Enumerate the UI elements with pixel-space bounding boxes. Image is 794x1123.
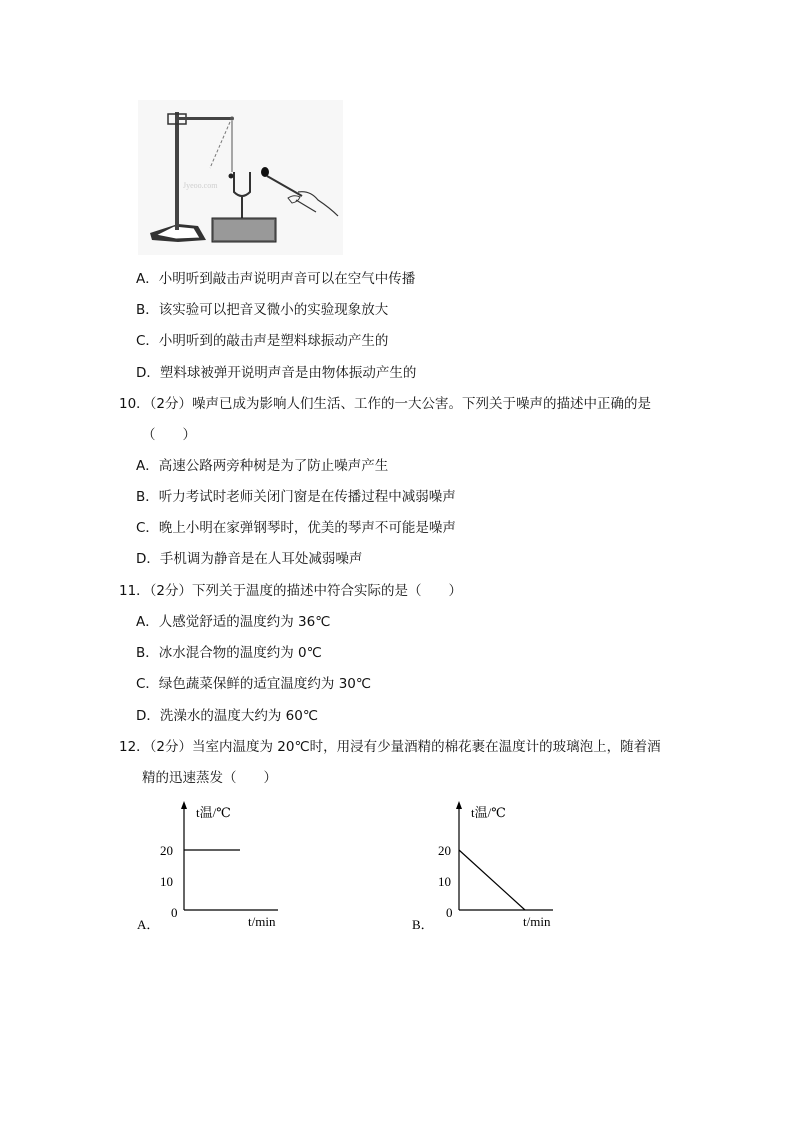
q12-stem: 12．（2分）当室内温度为 20℃时，用浸有少量酒精的棉花裹在温度计的玻璃泡上，随着酒 xyxy=(119,739,661,755)
q11-option-d: D．洗澡水的温度大约为 60℃ xyxy=(136,708,319,724)
q11-stem: 11．（2分）下列关于温度的描述中符合实际的是（ ） xyxy=(119,583,463,599)
tick-label-20: 20 xyxy=(160,843,173,858)
q10-option-d: D．手机调为静音是在人耳处减弱噪声 xyxy=(136,551,363,567)
q11-option-b: B．冰水混合物的温度约为 0℃ xyxy=(136,645,322,661)
q9-option-d: D．塑料球被弹开说明声音是由物体振动产生的 xyxy=(136,365,417,381)
tick-label-0: 0 xyxy=(171,905,178,920)
option-label-b: B． xyxy=(412,917,434,932)
y-axis-label: t温/℃ xyxy=(471,805,506,820)
q12-stem-cont: 精的迅速蒸发（ ） xyxy=(142,770,277,786)
q10-option-a: A．高速公路两旁种树是为了防止噪声产生 xyxy=(136,458,389,474)
y-axis-label: t温/℃ xyxy=(196,805,231,820)
y-axis-arrow-icon xyxy=(456,801,462,809)
q12-graph-a xyxy=(130,798,290,938)
watermark-text: Jyeoo.com xyxy=(183,181,218,190)
tick-label-10: 10 xyxy=(160,874,173,889)
q9-option-a: A．小明听到敲击声说明声音可以在空气中传播 xyxy=(136,271,416,287)
option-label-a: A． xyxy=(137,917,160,932)
q10-option-c: C．晚上小明在家弹钢琴时，优美的琴声不可能是噪声 xyxy=(136,520,456,536)
q9-option-c: C．小明听到的敲击声是塑料球振动产生的 xyxy=(136,333,389,349)
x-axis-label: t/min xyxy=(248,914,276,929)
q12-graph-b xyxy=(405,798,565,938)
tuning-fork-apparatus-figure xyxy=(138,100,343,255)
tick-label-10: 10 xyxy=(438,874,451,889)
q10-stem-cont: （ ） xyxy=(142,427,196,443)
q10-stem: 10．（2分）噪声已成为影响人们生活、工作的一大公害。下列关于噪声的描述中正确的是 xyxy=(119,396,652,412)
x-axis-label: t/min xyxy=(523,914,551,929)
q11-option-c: C．绿色蔬菜保鲜的适宜温度约为 30℃ xyxy=(136,676,372,692)
tick-label-20: 20 xyxy=(438,843,451,858)
q10-option-b: B．听力考试时老师关闭门窗是在传播过程中减弱噪声 xyxy=(136,489,456,505)
graph-line xyxy=(459,850,525,910)
tick-label-0: 0 xyxy=(446,905,453,920)
q9-option-b: B．该实验可以把音叉微小的实验现象放大 xyxy=(136,302,389,318)
q11-option-a: A．人感觉舒适的温度约为 36℃ xyxy=(136,614,331,630)
y-axis-arrow-icon xyxy=(181,801,187,809)
